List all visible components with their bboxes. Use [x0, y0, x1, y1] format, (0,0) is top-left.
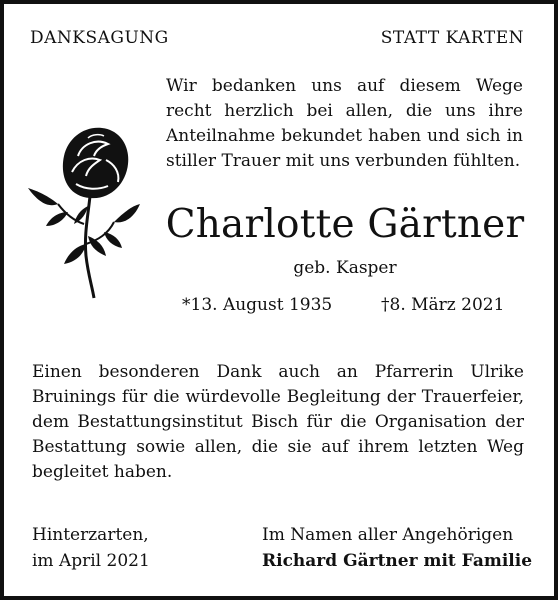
on-behalf-text: Im Namen aller Angehörigen [262, 525, 514, 545]
rose-icon [28, 116, 140, 300]
death-date: †8. März 2021 [381, 295, 505, 315]
birth-name: geb. Kasper [293, 258, 397, 278]
header-statt-karten: STATT KARTEN [380, 28, 524, 48]
birth-date: *13. August 1935 [182, 295, 333, 315]
signature-block [262, 522, 532, 574]
place: Hinterzarten, [32, 525, 149, 545]
intro-text: Wir bedanken uns auf diesem Wege recht herzlich bei allen, die uns ihre Anteilnahme bekundet haben und sich in stiller Trauer mit uns verbunden fühlten. [166, 76, 523, 171]
thanks-text: Einen besonderen Dank auch an Pfarrerin Ulrike Bruinings für die würdevolle Begleitung der Trauerfeier, dem Bestattungsinstitut Bisch für die Organisation der Bestattung sowie allen, die sie auf ihrem letzten Weg begleitet haben. [32, 362, 524, 482]
date: im April 2021 [32, 551, 150, 571]
signature: Richard Gärtner mit Familie [262, 551, 533, 571]
place-date-block [32, 522, 150, 574]
header-danksagung: DANKSAGUNG [30, 28, 169, 48]
deceased-name: Charlotte Gärtner [165, 202, 525, 247]
